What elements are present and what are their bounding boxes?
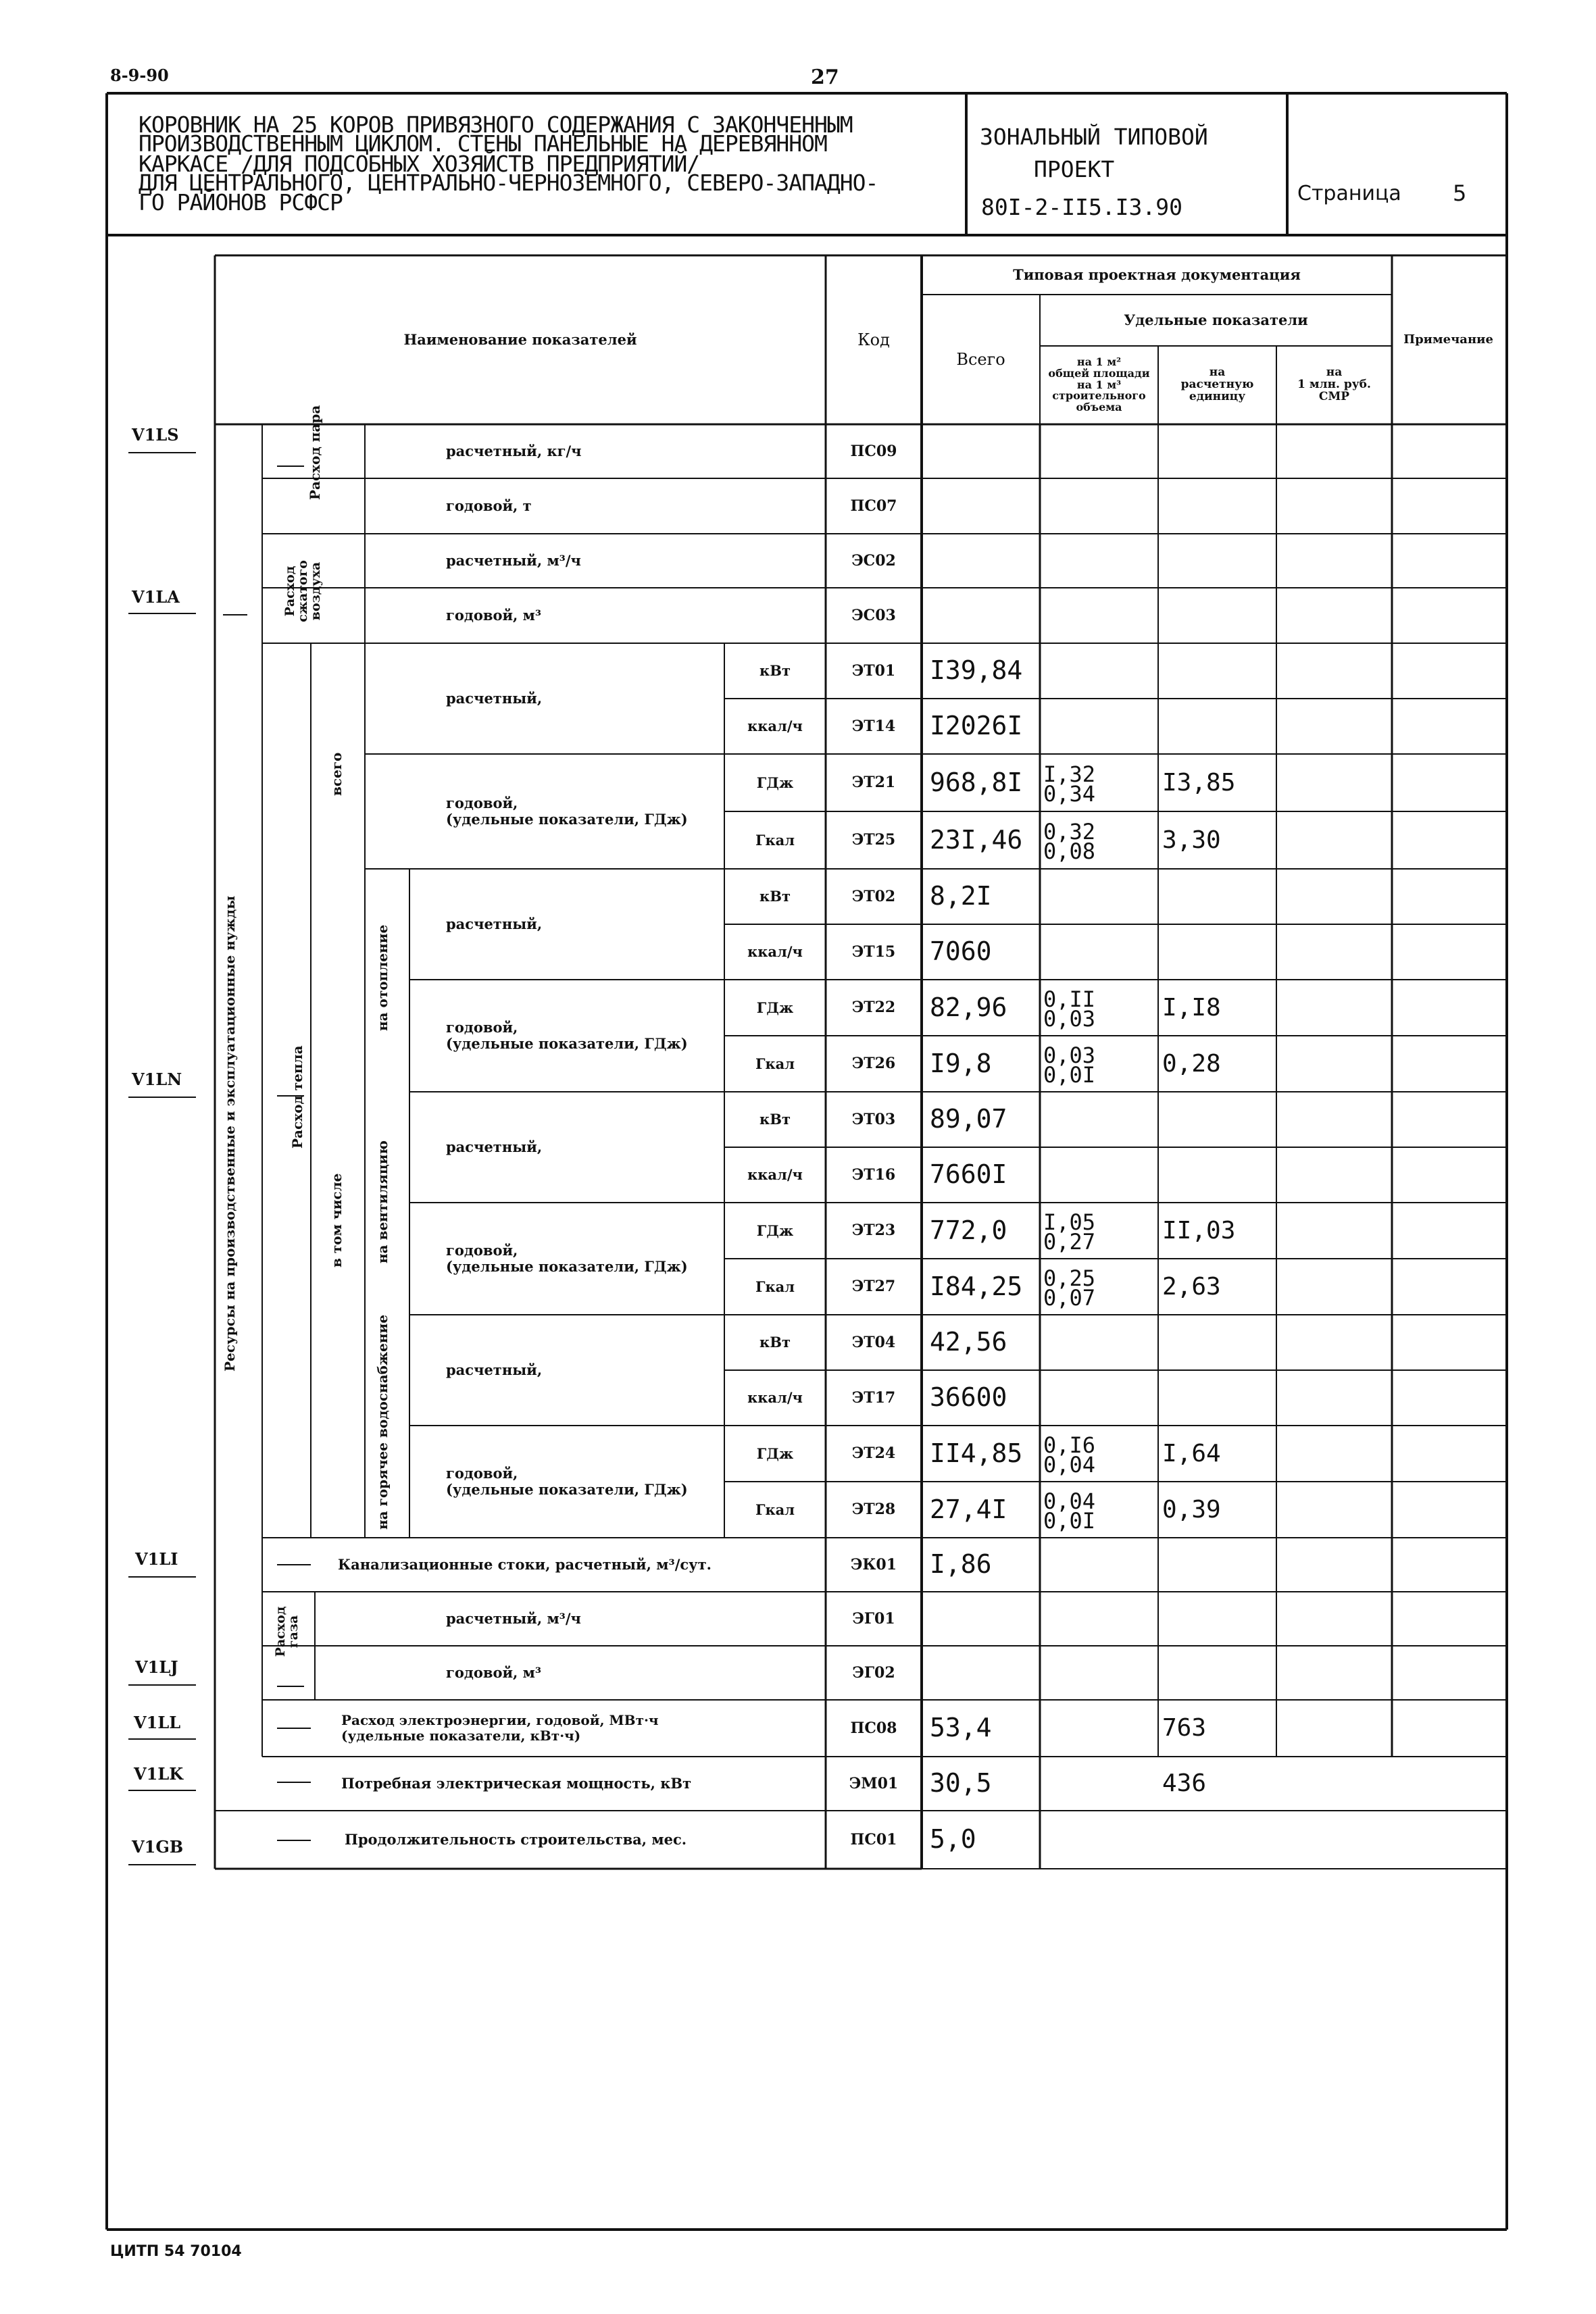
row-per-area — [1043, 1151, 1157, 1201]
label-air-calc: расчетный, м³/ч — [446, 551, 581, 569]
row-total: 23I,46 — [930, 824, 1023, 855]
side-code-v1ls: V1LS — [132, 425, 179, 445]
row-per-unit — [1162, 1147, 1276, 1203]
label-hw-annual-l2: (удельные показатели, ГДж) — [446, 1481, 688, 1498]
row-total: 89,07 — [930, 1104, 1007, 1134]
label-total-annual-l1: годовой, — [446, 794, 518, 811]
project-number: 80I-2-II5.I3.90 — [981, 194, 1183, 220]
row-per-area-2: 0,0I — [1043, 1061, 1096, 1088]
row-total — [930, 1592, 1038, 1646]
row-per-area — [1043, 482, 1157, 532]
row-per-area — [1043, 1319, 1157, 1369]
row-per-area — [1043, 1096, 1157, 1146]
per-unit-l2: расчетную — [1180, 378, 1254, 392]
label-total-calc: расчетный, — [446, 689, 543, 707]
unit-gcal: Гкал — [755, 1278, 795, 1295]
page-label: Страница — [1297, 182, 1401, 205]
row-code: ЭТ25 — [851, 831, 896, 849]
row-total: 27,4I — [930, 1494, 1007, 1524]
row-per-area — [1043, 1430, 1157, 1480]
row-per-unit — [1162, 1646, 1276, 1700]
row-per-unit: I,64 — [1162, 1439, 1221, 1467]
vlabel-ventilation: на вентиляцию — [374, 1140, 391, 1263]
per-unit-l3: единицу — [1189, 389, 1246, 403]
row-total: I9,8 — [930, 1048, 992, 1078]
row-per-area — [1043, 1650, 1157, 1699]
row-code: ЭТ23 — [851, 1222, 896, 1240]
label-vent-annual-l2: (удельные показатели, ГДж) — [446, 1258, 688, 1275]
header-doc-group: Типовая проектная документация — [1013, 266, 1301, 284]
vlabel-gas: Расход газа — [273, 1606, 301, 1657]
project-type-line2: ПРОЕКТ — [1034, 156, 1115, 182]
row-per-area-2: 0,03 — [1043, 1005, 1096, 1032]
row-per-area — [1043, 592, 1157, 642]
per-area-l3: на 1 м³ — [1076, 378, 1122, 391]
side-code-v1lj: V1LJ — [135, 1657, 178, 1677]
row-total: 5,0 — [930, 1824, 976, 1855]
label-vent-annual-l1: годовой, — [446, 1241, 518, 1259]
label-heating-annual-l1: годовой, — [446, 1018, 518, 1036]
row-per-area — [1043, 928, 1157, 978]
vlabel-heat: Расход тепла — [289, 1045, 305, 1149]
row-per-area — [1043, 1040, 1157, 1090]
side-code-v1lk: V1LK — [134, 1764, 184, 1784]
label-sewage: Канализационные стоки, расчетный, м³/сут. — [338, 1555, 712, 1573]
unit-gcal: Гкал — [755, 831, 795, 849]
label-electro-l2: (удельные показатели, кВт·ч) — [341, 1728, 581, 1744]
side-code-v1ln: V1LN — [132, 1070, 182, 1089]
label-total-annual-l2: (удельные показатели, ГДж) — [446, 811, 688, 828]
row-per-area — [1043, 815, 1157, 867]
unit-gj: ГДж — [756, 774, 794, 791]
title-line-4: ДЛЯ ЦЕНТРАЛЬНОГО, ЦЕНТРАЛЬНО-ЧЕРНОЗЕМНОГО, СЕВЕРО-ЗАПАДНО- — [139, 170, 878, 196]
row-code: ЭГ02 — [852, 1663, 895, 1682]
row-total: 8,2I — [930, 881, 992, 911]
per-mln-l2: 1 млн. руб. — [1297, 378, 1371, 392]
label-hw-calc: расчетный, — [446, 1361, 543, 1378]
label-gas-annual: годовой, м³ — [446, 1663, 542, 1681]
label-duration: Продолжительность строительства, мес. — [345, 1830, 687, 1848]
row-per-area — [1043, 1704, 1157, 1755]
row-code: ЭТ01 — [851, 661, 896, 680]
page-value: 5 — [1453, 180, 1467, 206]
row-per-unit: I,I8 — [1162, 993, 1221, 1022]
row-per-area-2: 0,07 — [1043, 1284, 1096, 1311]
per-mln-l3: СМР — [1318, 389, 1350, 403]
row-total — [930, 588, 1038, 643]
row-total: II4,85 — [930, 1438, 1023, 1468]
row-code: ЭК01 — [850, 1555, 897, 1574]
row-per-area — [1043, 1374, 1157, 1424]
row-total: 7660I — [930, 1159, 1007, 1190]
row-per-area-1: 0,03 — [1043, 1042, 1096, 1068]
row-per-area-1: I,32 — [1043, 761, 1096, 787]
row-per-unit — [1162, 699, 1276, 754]
row-per-area — [1043, 1815, 1157, 1867]
row-code: ЭТ24 — [851, 1444, 896, 1463]
unit-kw: кВт — [759, 662, 791, 680]
vlabel-total: всего — [328, 752, 345, 796]
row-code: ЭТ04 — [851, 1333, 896, 1351]
title-line-3: КАРКАСЕ /ДЛЯ ПОДСОБНЫХ ХОЗЯЙСТВ ПРЕДПРИЯТИЙ/ — [139, 151, 700, 177]
label-vent-annual — [446, 1203, 724, 1315]
header-per-unit — [1158, 346, 1276, 424]
row-total: 7060 — [930, 936, 992, 967]
label-hw-annual-l1: годовой, — [446, 1464, 518, 1482]
per-area-l1: на 1 м² — [1076, 355, 1122, 368]
row-per-unit: 2,63 — [1162, 1272, 1221, 1301]
vlabel-steam: Расход пара — [307, 405, 323, 500]
row-total: 772,0 — [930, 1215, 1007, 1245]
row-per-area-1: 0,04 — [1043, 1488, 1096, 1514]
row-total — [930, 424, 1038, 478]
title-line-1: КОРОВНИК НА 25 КОРОВ ПРИВЯЗНОГО СОДЕРЖАНИЯ С ЗАКОНЧЕННЫМ — [139, 111, 853, 138]
row-total: 968,8I — [930, 767, 1023, 797]
row-code: ЭТ26 — [851, 1055, 896, 1073]
vlabel-hot-water: на горячее водоснабжение — [374, 1314, 391, 1530]
row-per-area-2: 0,08 — [1043, 838, 1096, 864]
row-code: ЭС03 — [851, 606, 896, 624]
row-code: ЭТ27 — [851, 1278, 896, 1296]
unit-kw: кВт — [759, 1334, 791, 1351]
label-gas-calc: расчетный, м³/ч — [446, 1609, 581, 1627]
label-electro — [341, 1700, 824, 1757]
row-code: ЭТ15 — [851, 942, 896, 961]
row-per-unit: 436 — [1162, 1769, 1207, 1798]
side-code-v1li: V1LI — [135, 1549, 178, 1569]
row-per-area-1: 0,II — [1043, 986, 1096, 1012]
page-number: 27 — [811, 66, 839, 89]
label-hw-annual — [446, 1426, 724, 1538]
row-per-unit — [1162, 924, 1276, 980]
row-total: I2026I — [930, 711, 1023, 741]
row-per-unit: 0,39 — [1162, 1495, 1221, 1524]
vlabel-heating: на отопление — [374, 924, 391, 1031]
label-total-annual — [446, 754, 724, 869]
row-per-area — [1043, 1596, 1157, 1644]
header-name: Наименование показателей — [403, 331, 637, 349]
row-code: ЭТ16 — [851, 1165, 896, 1184]
row-code: ПС07 — [850, 497, 897, 515]
row-per-area — [1043, 538, 1157, 586]
row-per-unit — [1162, 424, 1276, 478]
row-code: ЭТ21 — [851, 774, 896, 792]
header-per-area — [1040, 346, 1158, 424]
header-per-mln — [1276, 346, 1392, 424]
row-per-unit: 0,28 — [1162, 1049, 1221, 1078]
title-line-2: ПРОИЗВОДСТВЕННЫМ ЦИКЛОМ. СТЕНЫ ПАНЕЛЬНЫЕ НА ДЕРЕВЯННОМ — [139, 130, 827, 157]
vlabel-air: Расход сжатого воздуха — [282, 560, 323, 622]
unit-kcal: ккал/ч — [747, 718, 803, 735]
row-per-area — [1043, 703, 1157, 753]
row-total — [930, 1646, 1038, 1700]
vlabel-incl: в том числе — [328, 1173, 345, 1267]
row-code: ПС08 — [850, 1719, 897, 1737]
row-total — [930, 534, 1038, 588]
row-per-area — [1043, 873, 1157, 923]
header-note: Примечание — [1403, 332, 1493, 347]
row-total: I84,25 — [930, 1271, 1023, 1301]
project-type-line1: ЗОНАЛЬНЫЙ ТИПОВОЙ — [980, 124, 1208, 150]
label-electro-l1: Расход электроэнергии, годовой, МВт·ч — [341, 1712, 659, 1728]
row-total: 53,4 — [930, 1713, 992, 1743]
row-per-area — [1043, 428, 1157, 477]
title-line-5: ГО РАЙОНОВ РСФСР — [139, 189, 343, 216]
per-unit-l1: на — [1209, 366, 1226, 380]
footer-code: ЦИТП 54 70104 — [110, 2243, 242, 2260]
row-per-area — [1043, 984, 1157, 1034]
row-code: ЭМ01 — [849, 1774, 899, 1792]
side-code-v1ll: V1LL — [134, 1713, 181, 1732]
header-total: Всего — [956, 349, 1005, 369]
label-heating-annual — [446, 980, 724, 1092]
label-power: Потребная электрическая мощность, кВт — [341, 1774, 692, 1792]
row-per-unit: 763 — [1162, 1714, 1207, 1742]
row-per-area — [1043, 1207, 1157, 1257]
row-per-unit — [1162, 1370, 1276, 1426]
row-per-area-1: 0,25 — [1043, 1265, 1096, 1291]
unit-kcal: ккал/ч — [747, 943, 803, 961]
doc-id: 8-9-90 — [110, 66, 169, 85]
row-per-unit: I3,85 — [1162, 768, 1236, 797]
label-heating-annual-l2: (удельные показатели, ГДж) — [446, 1035, 688, 1052]
row-per-area-1: I,05 — [1043, 1209, 1096, 1235]
per-area-l4: строительного — [1052, 389, 1146, 403]
row-code: ЭТ03 — [851, 1110, 896, 1128]
per-mln-l1: на — [1326, 366, 1343, 380]
row-code: ЭТ14 — [851, 717, 896, 735]
row-total: I,86 — [930, 1549, 992, 1580]
row-total: I39,84 — [930, 655, 1023, 686]
side-code-v1la: V1LA — [132, 587, 180, 607]
row-per-unit — [1162, 588, 1276, 643]
row-code: ЭГ01 — [852, 1609, 895, 1628]
vlabel-resources: Ресурсы на производственные и эксплуатационные нужды — [222, 895, 238, 1372]
row-per-unit — [1162, 478, 1276, 534]
unit-kcal: ккал/ч — [747, 1166, 803, 1184]
unit-gcal: Гкал — [755, 1501, 795, 1518]
unit-kw: кВт — [759, 1111, 791, 1128]
row-per-unit — [1162, 1538, 1276, 1592]
row-per-area-2: 0,04 — [1043, 1451, 1096, 1478]
row-per-unit — [1162, 1592, 1276, 1646]
row-per-area — [1043, 758, 1157, 810]
label-steam-annual: годовой, т — [446, 497, 532, 514]
label-vent-calc: расчетный, — [446, 1138, 543, 1155]
header-code: Код — [857, 330, 890, 349]
row-code: ЭТ02 — [851, 887, 896, 905]
row-per-area-1: 0,I6 — [1043, 1432, 1096, 1458]
row-total: 36600 — [930, 1382, 1007, 1413]
per-area-l2: общей площади — [1048, 366, 1150, 380]
row-per-area — [1043, 1263, 1157, 1313]
row-per-area — [1043, 1761, 1157, 1809]
row-per-unit — [1162, 534, 1276, 588]
unit-gcal: Гкал — [755, 1055, 795, 1072]
row-per-unit: II,03 — [1162, 1216, 1236, 1244]
row-per-unit — [1162, 1315, 1276, 1370]
row-per-area — [1043, 647, 1157, 697]
unit-gj: ГДж — [756, 1444, 794, 1462]
unit-gj: ГДж — [756, 1222, 794, 1239]
row-code: ЭТ28 — [851, 1501, 896, 1519]
row-per-area-1: 0,32 — [1043, 818, 1096, 845]
label-steam-calc: расчетный, кг/ч — [446, 442, 582, 459]
row-code: ПС01 — [850, 1830, 897, 1848]
row-total: 82,96 — [930, 992, 1007, 1022]
unit-kw: кВт — [759, 888, 791, 905]
row-per-unit — [1162, 1092, 1276, 1147]
row-code: ЭС02 — [851, 551, 896, 570]
row-total: 30,5 — [930, 1768, 992, 1799]
row-code: ЭТ17 — [851, 1388, 896, 1407]
row-per-area-2: 0,0I — [1043, 1507, 1096, 1534]
row-per-area — [1043, 1542, 1157, 1590]
row-per-unit — [1162, 643, 1276, 699]
row-code: ЭТ22 — [851, 999, 896, 1017]
header-specific-group: Удельные показатели — [1124, 311, 1308, 329]
per-area-l5: объема — [1076, 401, 1122, 414]
row-per-area-2: 0,27 — [1043, 1228, 1096, 1255]
unit-gj: ГДж — [756, 999, 794, 1016]
row-code: ПС09 — [850, 442, 897, 460]
row-per-unit — [1162, 1811, 1276, 1869]
row-total — [930, 478, 1038, 534]
row-per-unit: 3,30 — [1162, 826, 1221, 854]
unit-kcal: ккал/ч — [747, 1389, 803, 1407]
label-heating-calc: расчетный, — [446, 915, 543, 932]
row-per-unit — [1162, 869, 1276, 924]
row-total: 42,56 — [930, 1327, 1007, 1357]
label-air-annual: годовой, м³ — [446, 606, 542, 624]
row-per-area — [1043, 1486, 1157, 1536]
row-per-area-2: 0,34 — [1043, 780, 1096, 807]
side-code-v1gb: V1GB — [132, 1837, 184, 1857]
